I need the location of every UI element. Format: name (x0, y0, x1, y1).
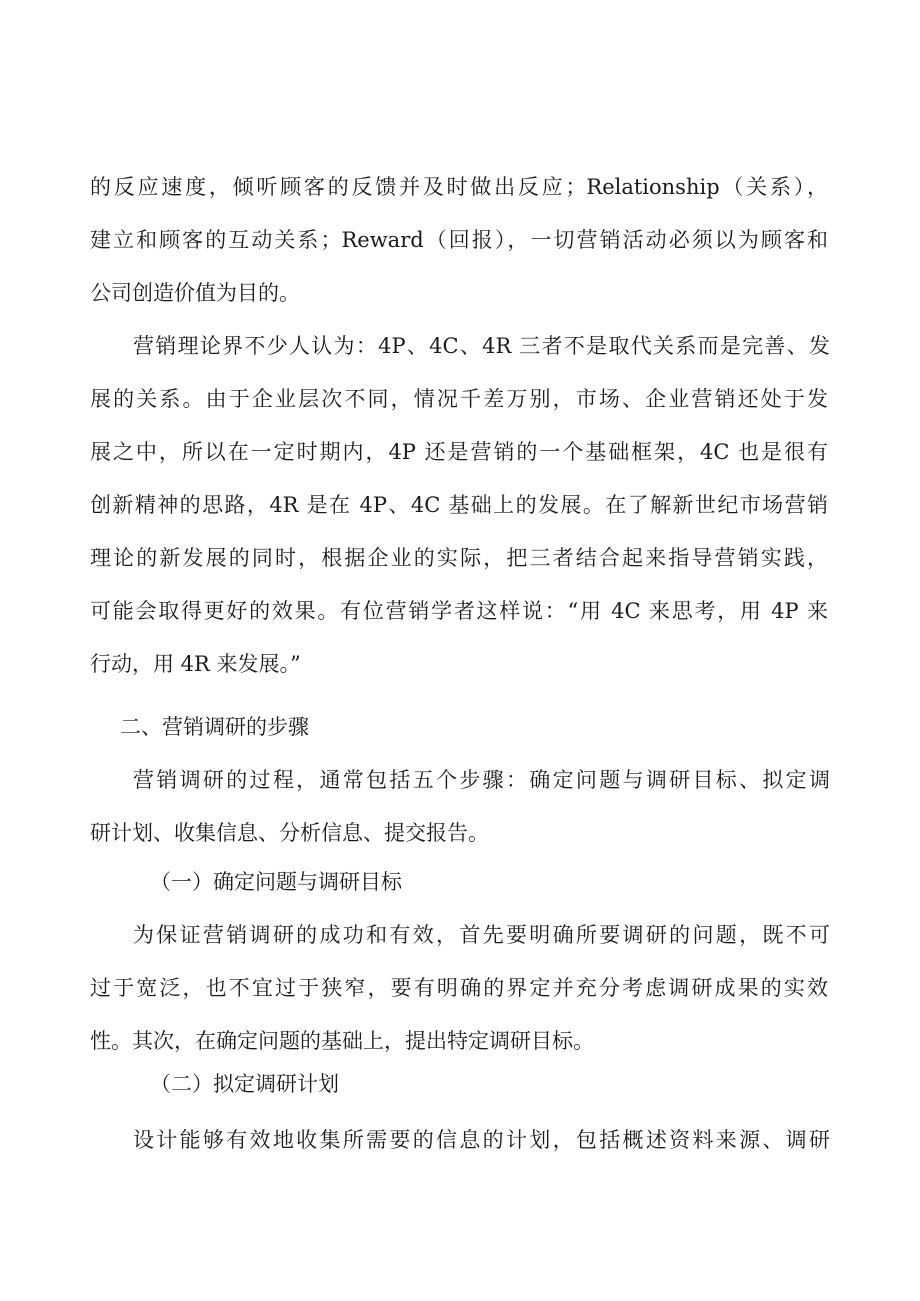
text-line: 理论的新发展的同时，根据企业的实际，把三者结合起来指导营销实践， (90, 546, 828, 570)
text-line: 建立和顾客的互动关系；Reward（回报），一切营销活动必须以为顾客和 (90, 228, 828, 252)
paragraph-first-line: 营销调研的过程，通常包括五个步骤：确定问题与调研目标、拟定调 (133, 768, 830, 792)
text-line: 性。其次，在确定问题的基础上，提出特定调研目标。 (90, 1029, 594, 1053)
text-line: 过于宽泛，也不宜过于狭窄，要有明确的界定并充分考虑调研成果的实效 (90, 976, 828, 1000)
text-line: 行动，用 4R 来发展。” (90, 652, 301, 676)
subsection-heading: （一）确定问题与调研目标 (150, 870, 402, 894)
text-line: 的反应速度，倾听顾客的反馈并及时做出反应；Relationship（关系）， (90, 175, 828, 199)
text-line: 展之中，所以在一定时期内，4P 还是营销的一个基础框架，4C 也是很有 (90, 440, 828, 464)
text-line: 创新精神的思路，4R 是在 4P、4C 基础上的发展。在了解新世纪市场营销 (90, 493, 828, 517)
text-line: 展的关系。由于企业层次不同，情况千差万别，市场、企业营销还处于发 (90, 387, 828, 411)
subsection-heading: （二）拟定调研计划 (150, 1072, 339, 1096)
paragraph-first-line: 设计能够有效地收集所需要的信息的计划，包括概述资料来源、调研 (133, 1128, 830, 1152)
paragraph-first-line: 营销理论界不少人认为：4P、4C、4R 三者不是取代关系而是完善、发 (133, 334, 830, 358)
paragraph-first-line: 为保证营销调研的成功和有效，首先要明确所要调研的问题，既不可 (133, 923, 830, 947)
text-line: 研计划、收集信息、分析信息、提交报告。 (90, 821, 489, 845)
section-heading: 二、营销调研的步骤 (120, 715, 309, 739)
text-line: 可能会取得更好的效果。有位营销学者这样说：“用 4C 来思考，用 4P 来 (90, 599, 828, 623)
text-line: 公司创造价值为目的。 (90, 281, 300, 305)
